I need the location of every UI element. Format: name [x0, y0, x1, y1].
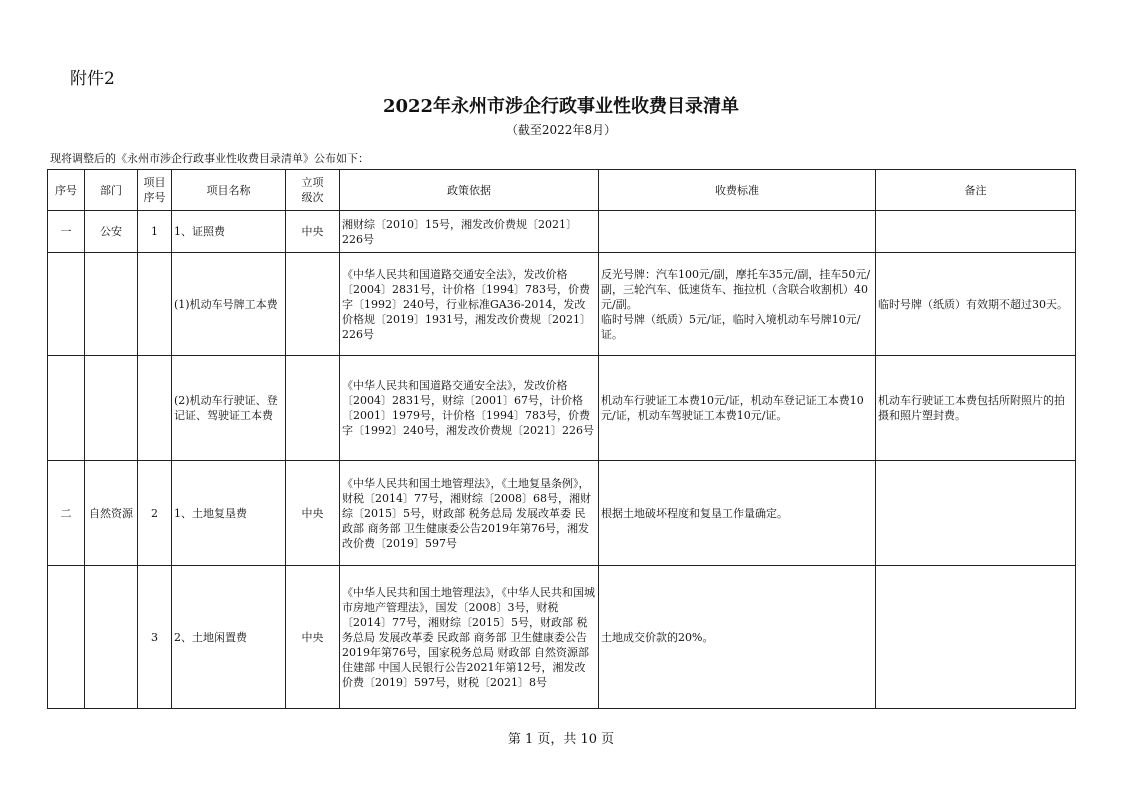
cell-note	[876, 566, 1076, 709]
cell-name: 1、证照费	[172, 211, 286, 253]
cell-note	[876, 461, 1076, 566]
cell-name: 1、土地复垦费	[172, 461, 286, 566]
cell-item-no: 1	[138, 211, 172, 253]
cell-dept: 自然资源	[85, 461, 138, 566]
cell-level: 中央	[286, 461, 340, 566]
table-row	[48, 461, 1076, 566]
cell-item-no: 3	[138, 566, 172, 709]
cell-note: 临时号牌（纸质）有效期不超过30天。	[876, 253, 1076, 356]
cell-policy: 《中华人民共和国土地管理法》，《土地复垦条例》，财税〔2014〕77号，湘财综〔2008〕68号，湘财综〔2015〕5号，财政部 税务总局 发展改革委 民政部 商务部 卫生健康委公告2019年第76号，湘发改价费〔2019〕597号	[340, 461, 599, 566]
cell-seq	[48, 253, 85, 356]
cell-seq	[48, 566, 85, 709]
page-subtitle: （截至2022年8月）	[505, 123, 617, 137]
cell-level: 中央	[286, 566, 340, 709]
table-row	[48, 253, 1076, 356]
cell-name: 2、土地闲置费	[172, 566, 286, 709]
fee-table	[47, 169, 1076, 709]
cell-policy: 《中华人民共和国道路交通安全法》，发改价格〔2004〕2831号，财综〔2001〕67号，计价格〔2001〕1979号，计价格〔1994〕783号，价费字〔1992〕240号，湘发改价费规〔2021〕226号	[340, 356, 599, 461]
cell-standard	[599, 211, 876, 253]
cell-name: (2)机动车行驶证、登记证、驾驶证工本费	[172, 356, 286, 461]
cell-standard: 反光号牌：汽车100元/副，摩托车35元/副，挂车50元/副，三轮汽车、低速货车、拖拉机（含联合收割机）40元/副。 临时号牌（纸质）5元/证，临时入境机动车号牌10元/证。	[599, 253, 876, 356]
cell-standard: 机动车行驶证工本费10元/证，机动车登记证工本费10元/证，机动车驾驶证工本费10元/证。	[599, 356, 876, 461]
cell-item-no: 2	[138, 461, 172, 566]
table-row	[48, 566, 1076, 709]
cell-level	[286, 356, 340, 461]
header-name: 项目名称	[172, 170, 286, 211]
header-note: 备注	[876, 170, 1076, 211]
header-dept: 部门	[85, 170, 138, 211]
table-row	[48, 211, 1076, 253]
cell-item-no	[138, 356, 172, 461]
header-standard: 收费标准	[599, 170, 876, 211]
header-item-no: 项目 序号	[138, 170, 172, 211]
table-row	[48, 356, 1076, 461]
cell-dept	[85, 566, 138, 709]
cell-note	[876, 211, 1076, 253]
cell-dept	[85, 356, 138, 461]
page-footer: 第 1 页，共 10 页	[507, 732, 615, 747]
attachment-label: 附件2	[70, 69, 115, 89]
cell-item-no	[138, 253, 172, 356]
cell-seq: 一	[48, 211, 85, 253]
cell-seq	[48, 356, 85, 461]
page-title: 2022年永州市涉企行政事业性收费目录清单	[382, 96, 740, 117]
cell-level: 中央	[286, 211, 340, 253]
cell-policy: 湘财综〔2010〕15号，湘发改价费规〔2021〕226号	[340, 211, 599, 253]
intro-text: 现将调整后的《永州市涉企行政事业性收费目录清单》公布如下：	[50, 152, 369, 165]
cell-standard: 土地成交价款的20%。	[599, 566, 876, 709]
cell-dept: 公安	[85, 211, 138, 253]
header-policy: 政策依据	[340, 170, 599, 211]
cell-standard: 根据土地破坏程度和复垦工作量确定。	[599, 461, 876, 566]
cell-policy: 《中华人民共和国土地管理法》，《中华人民共和国城市房地产管理法》，国发〔2008〕3号，财税〔2014〕77号，湘财综〔2015〕5号，财政部 税务总局 发展改革委 民政部 商务部 卫生健康委公告2019年第76号，国家税务总局 财政部 自然资源部 住建部 中国人民银行公告2021年第12号，湘发改价费〔2019〕597号，财税〔2021〕8号	[340, 566, 599, 709]
cell-dept	[85, 253, 138, 356]
table-header-row	[48, 170, 1076, 211]
cell-policy: 《中华人民共和国道路交通安全法》，发改价格〔2004〕2831号，计价格〔1994〕783号，价费字〔1992〕240号，行业标准GA36-2014，发改价格规〔2019〕1931号，湘发改价费规〔2021〕226号	[340, 253, 599, 356]
header-seq: 序号	[48, 170, 85, 211]
cell-seq: 二	[48, 461, 85, 566]
header-level: 立项 级次	[286, 170, 340, 211]
cell-note: 机动车行驶证工本费包括所附照片的拍摄和照片塑封费。	[876, 356, 1076, 461]
cell-name: (1)机动车号牌工本费	[172, 253, 286, 356]
cell-level	[286, 253, 340, 356]
